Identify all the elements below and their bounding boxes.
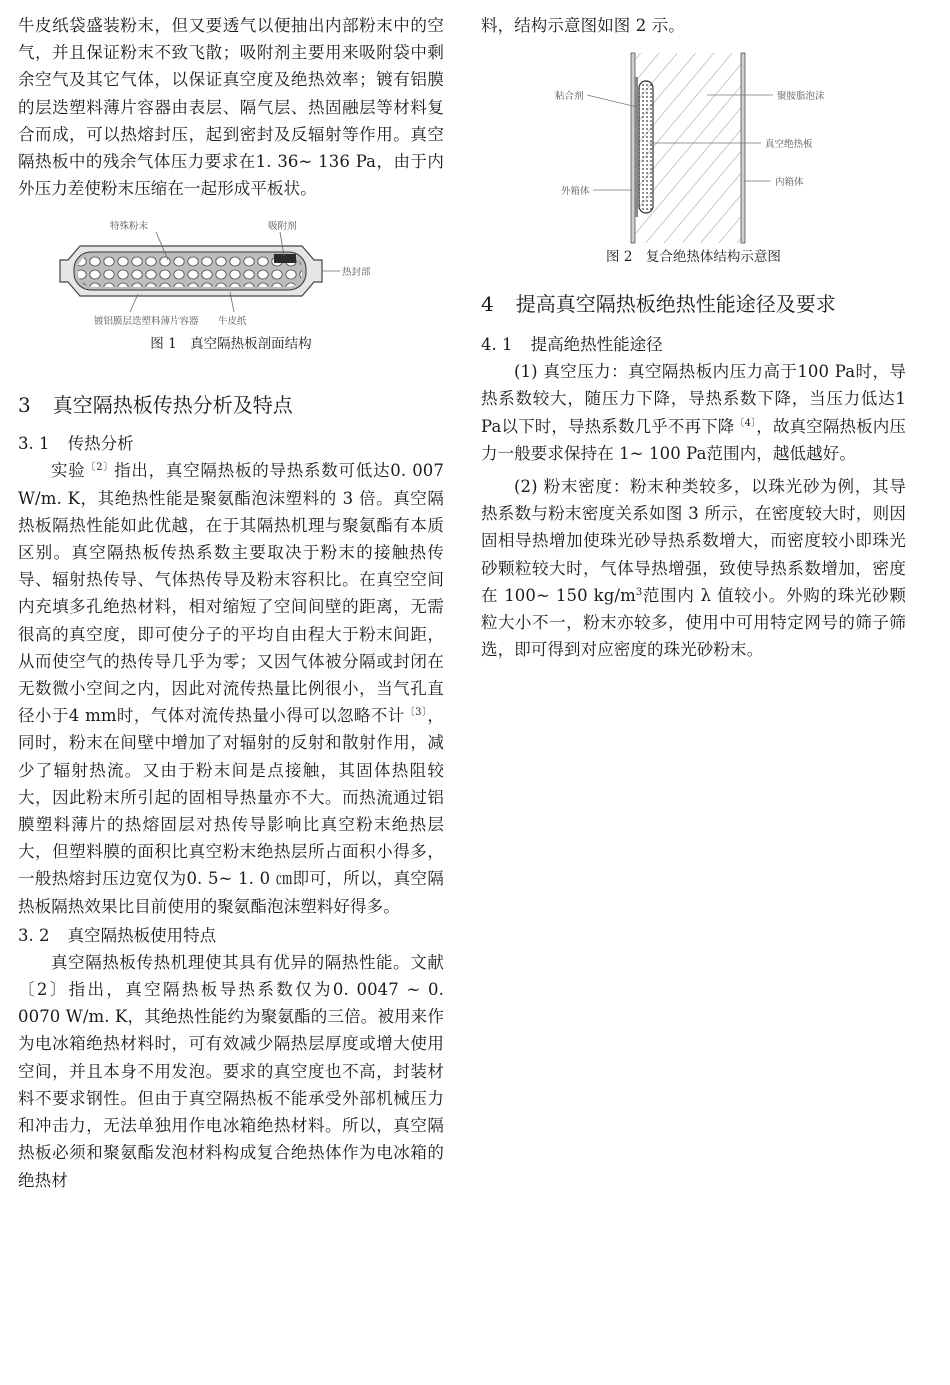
section-4-number: 4 [481, 292, 494, 317]
figure-1-caption: 图 1 真空隔热板剖面结构 [150, 336, 312, 353]
figure-2 [481, 47, 906, 273]
section-4-1-title: 提高绝热性能途径 [530, 335, 663, 355]
section-3-1-heading [18, 430, 444, 457]
fig2-label-pu: 聚胺脂泡沫 [777, 91, 825, 103]
section-3-title: 真空隔热板传热分析及特点 [52, 393, 293, 418]
citation-4: 〔4〕 [734, 417, 757, 429]
section-4-1-heading [481, 331, 906, 358]
p42-part-a: (2) 粉末密度：粉末种类较多，以珠光砂为例，其导热系数与粉末密度关系如图 3 所示，在密度较大时，则因固相导热增加使珠光砂导热系数增大，而密度较小即珠光砂颗粒较大时，气体导热增强，致使导热系数增加，密度在 100~ 150 kg/m [481, 477, 906, 605]
section-3-2-title: 真空隔热板使用特点 [67, 925, 217, 945]
fig2-label-adhesive: 粘合剂 [555, 91, 584, 103]
fig2-label-outer: 外箱体 [561, 186, 590, 198]
left-column [18, 12, 444, 1194]
fig1-label-container: 镀铝膜层迭塑料薄片容器 [94, 316, 199, 328]
p31-part-b: 指出，真空隔热板的导热系数可低达0. 007 W/m. K，其绝热性能是聚氨酯泡沫塑料的 3 倍。真空隔热板隔热性能如此优越，在于其隔热机理与聚氨酯有本质区别。真空隔热板传热系数主要取决于粉末的接触热传导、辐射热传导、气体热传导及粉末容积比。在真空空间内充填多孔绝热材料，相对缩短了空间间壁的距离，无需很高的真空度，即可使分子的平均自由程大于粉末间距，从而使空气的热传导几乎为零；又因气体被分隔或封闭在无数微小空间之内，因此对流传热量比例很小，当气孔直径小于4 mm时，气体对流传热量小得可以忽略不计 [18, 461, 444, 726]
paragraph-3-1 [18, 457, 444, 919]
paragraph-4-1-2 [481, 473, 906, 663]
figure-2-diagram [481, 47, 906, 247]
paragraph-4-1-1 [481, 358, 906, 467]
section-3-2-heading [18, 922, 444, 949]
section-3-heading [18, 390, 444, 420]
p42-part-b: 范围内 λ 值较小。外购的珠光砂颗粒大小不一，粉末亦较多，使用中可用特定网号的筛子筛选，即可得到对应密度的珠光砂粉末。 [481, 585, 906, 660]
fig1-label-kraft: 牛皮纸 [218, 316, 247, 328]
p41-part-b: ，故真空隔热板内压力一般要求保持在 1~ 100 Pa范围内，越低越好。 [481, 416, 906, 463]
p41-part-a: (1) 真空压力：真空隔热板内压力高于100 Pa时，导热系数较大，随压力下降，导热系数下降，当压力低达1 Pa以下时，导热系数几乎不再下降 [481, 362, 906, 436]
paragraph-continued: 料，结构示意图如图 2 示。 [481, 16, 685, 35]
citation-3: 〔3〕 [404, 707, 428, 719]
fig2-label-inner: 内箱体 [775, 177, 804, 189]
paragraph-intro: 牛皮纸袋盛装粉末，但又要透气以便抽出内部粉末中的空气，并且保证粉末不致飞散；吸附剂主要用来吸附袋中剩余空气及其它气体，以保证真空度及绝热效率；镀有铝膜的层迭塑料薄片容器由表层、隔气层、热固融层等材料复合而成，可以热熔封压，起到密封及反辐射等作用。真空隔热板中的残余气体压力要求在1. 36~ 136 Pa，由于内外压力差使粉末压缩在一起形成平板状。 [18, 16, 444, 199]
fig1-label-powder: 特殊粉末 [110, 221, 149, 233]
fig1-label-adsorbent: 吸附剂 [268, 221, 297, 233]
section-3-2-number: 3. 2 [18, 925, 50, 945]
p31-part-a: 实验 [51, 461, 86, 481]
p31-part-c: ，同时，粉末在间壁中增加了对辐射的反射和散射作用，减少了辐射热流。又由于粉末间是点接触，其固体热阻较大，因此粉末所引起的固相导热量亦不大。而热流通过铝膜塑料薄片的热熔固层对热传导影响比真空粉末绝热层大，但塑料膜的面积比真空粉末绝热层所占面积小得多，一般热熔封压边宽仅为0. 5~ 1. 0 ㎝即可，所以，真空隔热板隔热效果比目前使用的聚氨酯泡沫塑料好得多。 [18, 706, 445, 916]
figure-1-diagram [18, 216, 444, 344]
figure-2-caption: 图 2 复合绝热体结构示意图 [606, 249, 781, 266]
section-4-1-number: 4. 1 [481, 335, 513, 355]
paragraph-3-2: 真空隔热板传热机理使其具有优异的隔热性能。文献〔2〕指出，真空隔热板导热系数仅为0. 0047 ~ 0. 0070 W/m. K，其绝热性能约为聚氨酯的三倍。被用来作为电冰箱绝热材料时，可有效减少隔热层厚度或增大使用空间，并且本身不用发泡。要求的真空度也不高，封装材料不要求钢性。但由于真空隔热板不能承受外部机械压力和冲击力，无法单独用作电冰箱绝热材料。所以，真空隔热板必须和聚氨酯发泡材料构成复合绝热体作为电冰箱的绝热材 [18, 952, 444, 1190]
section-3-1-number: 3. 1 [18, 434, 50, 454]
right-column [481, 12, 906, 663]
cubic-superscript: 3 [635, 586, 643, 598]
section-3-number: 3 [18, 393, 31, 418]
citation-2: 〔2〕 [85, 462, 115, 474]
section-4-heading [481, 289, 906, 319]
fig1-label-seal: 热封部 [342, 267, 371, 279]
figure-1 [18, 216, 444, 368]
fig2-label-vip: 真空绝热板 [765, 139, 813, 151]
section-3-1-title: 传热分析 [67, 434, 134, 454]
section-4-title: 提高真空隔热板绝热性能途径及要求 [515, 292, 836, 317]
